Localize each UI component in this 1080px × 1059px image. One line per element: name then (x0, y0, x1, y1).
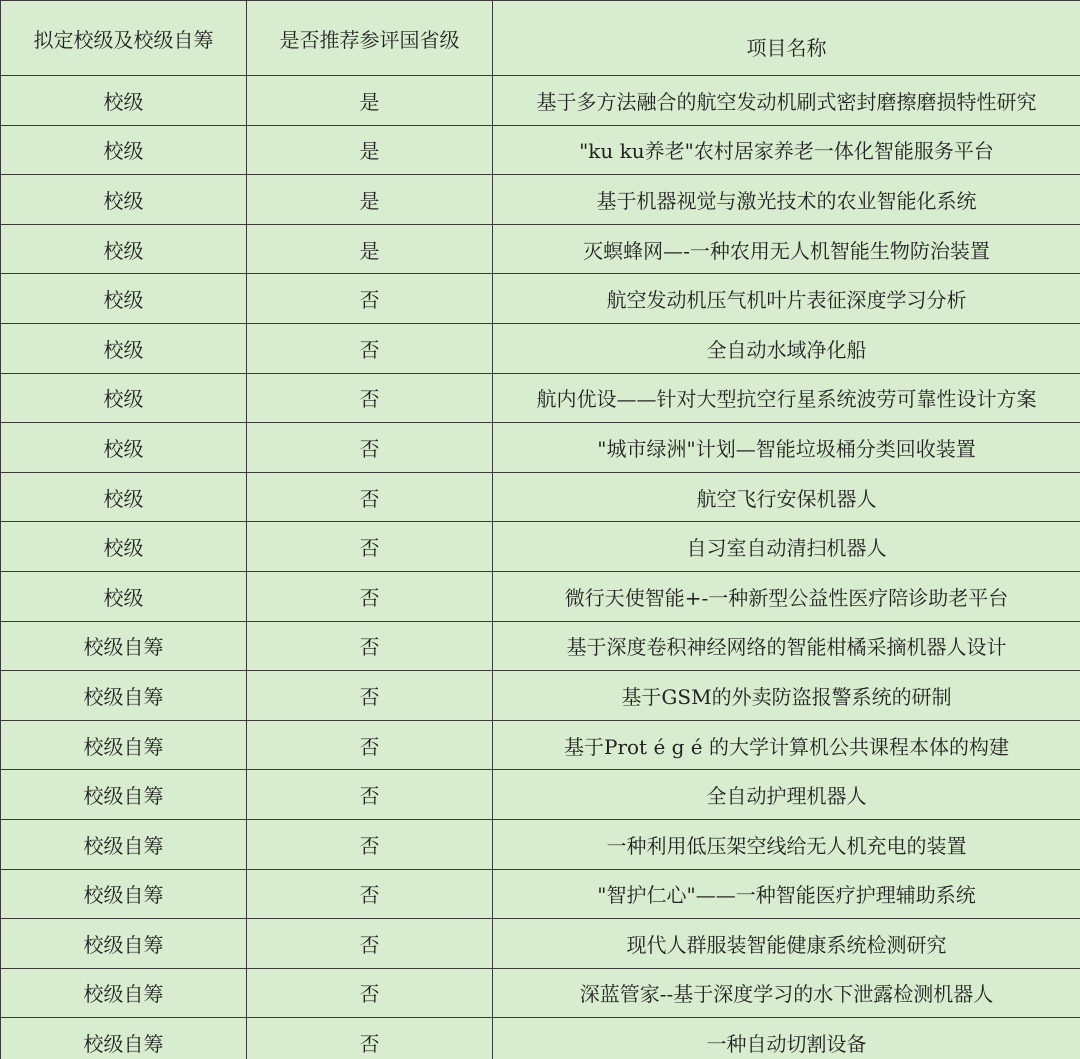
recommend-cell: 否 (247, 323, 493, 373)
level-cell: 校级自筹 (1, 819, 247, 869)
project-name-cell: 全自动护理机器人 (493, 770, 1080, 820)
project-name-cell: "ku ku养老"农村居家养老一体化智能服务平台 (493, 125, 1080, 175)
table-row (1, 1018, 1080, 1059)
table-row (1, 423, 1080, 473)
level-cell: 校级自筹 (1, 720, 247, 770)
level-cell: 校级 (1, 175, 247, 225)
recommend-cell: 否 (247, 274, 493, 324)
project-name-cell: 基于Prot é g é 的大学计算机公共课程本体的构建 (493, 720, 1080, 770)
project-name-cell: 深蓝管家--基于深度学习的水下泄露检测机器人 (493, 968, 1080, 1018)
recommend-cell: 否 (247, 423, 493, 473)
level-cell: 校级 (1, 472, 247, 522)
table-body (1, 76, 1080, 1059)
recommend-cell: 是 (247, 76, 493, 126)
recommend-cell: 否 (247, 968, 493, 1018)
recommend-cell: 是 (247, 175, 493, 225)
table-row (1, 720, 1080, 770)
table-row (1, 373, 1080, 423)
project-name-cell: 一种利用低压架空线给无人机充电的装置 (493, 819, 1080, 869)
recommend-cell: 否 (247, 770, 493, 820)
level-cell: 校级 (1, 323, 247, 373)
recommend-cell: 否 (247, 522, 493, 572)
table-row (1, 819, 1080, 869)
project-name-cell: 基于GSM的外卖防盗报警系统的研制 (493, 671, 1080, 721)
table-row (1, 919, 1080, 969)
table-row (1, 571, 1080, 621)
level-cell: 校级 (1, 274, 247, 324)
level-cell: 校级 (1, 76, 247, 126)
table-row (1, 323, 1080, 373)
project-name-cell: 全自动水域净化船 (493, 323, 1080, 373)
table-row (1, 968, 1080, 1018)
table-row (1, 175, 1080, 225)
table-row (1, 770, 1080, 820)
recommend-cell: 否 (247, 472, 493, 522)
project-name-cell: 基于机器视觉与激光技术的农业智能化系统 (493, 175, 1080, 225)
project-name-cell: 航空飞行安保机器人 (493, 472, 1080, 522)
project-name-cell: 微行天使智能+-一种新型公益性医疗陪诊助老平台 (493, 571, 1080, 621)
level-cell: 校级自筹 (1, 869, 247, 919)
recommend-cell: 否 (247, 571, 493, 621)
level-cell: 校级 (1, 522, 247, 572)
recommend-cell: 否 (247, 869, 493, 919)
header-level: 拟定校级及校级自筹 (1, 1, 247, 76)
level-cell: 校级自筹 (1, 671, 247, 721)
project-name-cell: "智护仁心"——一种智能医疗护理辅助系统 (493, 869, 1080, 919)
table-row (1, 671, 1080, 721)
table-row (1, 869, 1080, 919)
header-project-name: 项目名称 (493, 1, 1080, 76)
level-cell: 校级 (1, 224, 247, 274)
header-row (1, 1, 1080, 76)
project-name-cell: 自习室自动清扫机器人 (493, 522, 1080, 572)
level-cell: 校级 (1, 125, 247, 175)
table-row (1, 76, 1080, 126)
project-name-cell: 基于深度卷积神经网络的智能柑橘采摘机器人设计 (493, 621, 1080, 671)
project-name-cell: 航空发动机压气机叶片表征深度学习分析 (493, 274, 1080, 324)
project-name-cell: "城市绿洲"计划—智能垃圾桶分类回收装置 (493, 423, 1080, 473)
project-name-cell: 一种自动切割设备 (493, 1018, 1080, 1059)
project-name-cell: 航内优设——针对大型抗空行星系统波劳可靠性设计方案 (493, 373, 1080, 423)
recommend-cell: 否 (247, 1018, 493, 1059)
level-cell: 校级自筹 (1, 1018, 247, 1059)
table-row (1, 522, 1080, 572)
project-name-cell: 基于多方法融合的航空发动机刷式密封磨擦磨损特性研究 (493, 76, 1080, 126)
recommend-cell: 否 (247, 621, 493, 671)
table-row (1, 621, 1080, 671)
project-name-cell: 现代人群服装智能健康系统检测研究 (493, 919, 1080, 969)
recommend-cell: 是 (247, 224, 493, 274)
level-cell: 校级自筹 (1, 968, 247, 1018)
level-cell: 校级 (1, 571, 247, 621)
table-row (1, 224, 1080, 274)
table-row (1, 274, 1080, 324)
recommend-cell: 是 (247, 125, 493, 175)
recommend-cell: 否 (247, 919, 493, 969)
project-name-cell: 灭螟蜂网—-一种农用无人机智能生物防治装置 (493, 224, 1080, 274)
level-cell: 校级自筹 (1, 770, 247, 820)
level-cell: 校级自筹 (1, 919, 247, 969)
recommend-cell: 否 (247, 671, 493, 721)
recommend-cell: 否 (247, 720, 493, 770)
table-row (1, 125, 1080, 175)
recommend-cell: 否 (247, 819, 493, 869)
level-cell: 校级自筹 (1, 621, 247, 671)
level-cell: 校级 (1, 373, 247, 423)
table-row (1, 472, 1080, 522)
level-cell: 校级 (1, 423, 247, 473)
recommend-cell: 否 (247, 373, 493, 423)
header-recommend: 是否推荐参评国省级 (247, 1, 493, 76)
